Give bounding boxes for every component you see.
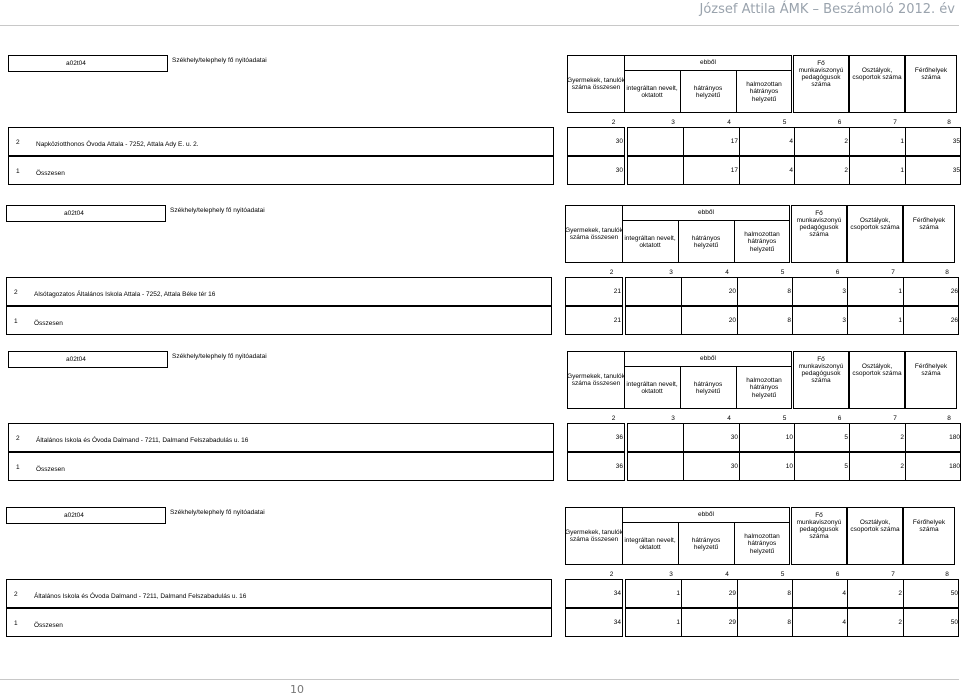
column-number: 2 <box>611 415 616 422</box>
column-number: 2 <box>609 571 614 578</box>
column-number: 3 <box>669 269 673 276</box>
row-label: Általános Iskola és Óvoda Dalmand - 7211, Dalmand Felszabadulás u. 16 <box>34 593 247 600</box>
row-label: Alsótagozatos Általános Iskola Attala - 7252, Attala Béke tér 16 <box>34 291 216 298</box>
row-value: 26 <box>950 317 958 324</box>
column-number: 2 <box>611 119 616 126</box>
header-ebbol-label: ebből <box>700 354 716 362</box>
table-code-box <box>8 351 168 368</box>
row-value: 10 <box>785 434 793 441</box>
column-number: 4 <box>727 415 731 422</box>
table-code: a02t04 <box>64 512 84 519</box>
row-label: Napköziotthonos Óvoda Attala - 7252, Attala Ady E. u. 2. <box>36 141 199 148</box>
header-integralt-label: integráltan nevelt, oktatott <box>624 536 676 551</box>
header-sub-divider <box>734 220 735 263</box>
table-block <box>6 348 958 488</box>
row-value: 34 <box>613 619 621 626</box>
row-code: 1 <box>16 168 20 175</box>
header-pedagogus-label: Fő munkaviszonyú pedagógusok száma <box>798 355 844 385</box>
table-code-box <box>6 507 166 524</box>
row-value: 2 <box>898 619 902 626</box>
column-number: 4 <box>725 571 729 578</box>
row-value: 1 <box>898 317 902 324</box>
header-pedagogus-label: Fő munkaviszonyú pedagógusok száma <box>798 59 844 89</box>
header-osztalyok-label: Osztályok, csoportok száma <box>852 362 902 377</box>
table-code: a02t04 <box>64 210 84 217</box>
row-code: 1 <box>14 620 18 627</box>
row-value: 35 <box>952 138 960 145</box>
row-label: Összesen <box>34 622 63 629</box>
header-sub-divider <box>678 522 679 565</box>
row-value: 5 <box>844 463 848 470</box>
row-code: 1 <box>14 318 18 325</box>
header-halmozottan-label: halmozottan hátrányos helyzetű <box>744 533 780 555</box>
column-number: 5 <box>782 415 787 422</box>
column-number: 7 <box>891 269 895 276</box>
header-ferohelyek-label: Férőhelyek száma <box>914 362 948 377</box>
row-value: 36 <box>615 463 623 470</box>
column-number: 4 <box>727 119 731 126</box>
row-code: 1 <box>16 464 20 471</box>
page-header-title: József Attila ÁMK – Beszámoló 2012. év <box>699 2 955 17</box>
column-number: 7 <box>893 119 897 126</box>
row-value: 180 <box>949 463 960 470</box>
row-value: 8 <box>787 619 791 626</box>
table-row <box>8 452 554 481</box>
row-value: 8 <box>787 288 791 295</box>
column-number: 6 <box>835 269 840 276</box>
column-number: 6 <box>837 415 842 422</box>
row-value: 29 <box>728 590 736 597</box>
row-value: 1 <box>900 138 904 145</box>
column-number: 5 <box>780 571 785 578</box>
header-hatranyos-label: hátrányos helyzetű <box>693 380 723 395</box>
column-number: 4 <box>725 269 729 276</box>
column-number: 7 <box>891 571 895 578</box>
header-children-label: Gyermekek, tanulók száma összesen <box>567 372 625 387</box>
table-code: a02t04 <box>66 356 86 363</box>
row-code: 2 <box>16 435 20 442</box>
column-number: 6 <box>837 119 842 126</box>
table-code-box <box>8 55 168 72</box>
row-value: 2 <box>844 138 848 145</box>
row-value: 17 <box>730 138 738 145</box>
table-block <box>6 52 958 192</box>
row-value: 30 <box>615 167 623 174</box>
row-value: 3 <box>842 288 846 295</box>
column-number: 3 <box>669 571 673 578</box>
row-value: 34 <box>613 590 621 597</box>
table-block <box>4 202 956 342</box>
header-children-label: Gyermekek, tanulók száma összesen <box>567 76 625 91</box>
row-value: 17 <box>730 167 738 174</box>
row-value: 26 <box>950 288 958 295</box>
column-number: 8 <box>947 119 951 126</box>
header-osztalyok-label: Osztályok, csoportok száma <box>850 518 900 533</box>
row-label: Általános Iskola és Óvoda Dalmand - 7211, Dalmand Felszabadulás u. 16 <box>36 437 249 444</box>
row-label: Összesen <box>34 320 63 327</box>
table-subtitle: Székhely/telephely fő nyitóadatai <box>170 509 265 516</box>
page-number: 10 <box>290 683 304 696</box>
column-number: 8 <box>945 269 949 276</box>
header-halmozottan-label: halmozottan hátrányos helyzetű <box>746 377 782 399</box>
header-sub-divider <box>680 70 681 113</box>
row-value: 8 <box>787 317 791 324</box>
value-cell <box>627 127 684 156</box>
header-sub-divider <box>734 522 735 565</box>
column-number: 8 <box>947 415 951 422</box>
table-code-box <box>6 205 166 222</box>
header-integralt-label: integráltan nevelt, oktatott <box>626 84 678 99</box>
column-number: 6 <box>835 571 840 578</box>
row-value: 1 <box>676 619 680 626</box>
row-code: 2 <box>14 591 18 598</box>
column-number: 5 <box>780 269 785 276</box>
row-value: 2 <box>900 463 904 470</box>
header-ebbol-label: ebből <box>698 208 714 216</box>
row-label: Összesen <box>36 170 65 177</box>
row-value: 180 <box>949 434 960 441</box>
row-value: 50 <box>950 590 958 597</box>
table-row <box>6 306 552 335</box>
row-value: 4 <box>842 619 846 626</box>
value-cell <box>625 277 682 306</box>
header-integralt-label: integráltan nevelt, oktatott <box>624 234 676 249</box>
row-value: 35 <box>952 167 960 174</box>
table-code: a02t04 <box>66 60 86 67</box>
row-value: 50 <box>950 619 958 626</box>
row-value: 3 <box>842 317 846 324</box>
row-value: 20 <box>728 317 736 324</box>
header-pedagogus-label: Fő munkaviszonyú pedagógusok száma <box>796 209 842 239</box>
row-code: 2 <box>16 139 20 146</box>
row-value: 4 <box>789 138 793 145</box>
header-hatranyos-label: hátrányos helyzetű <box>693 84 723 99</box>
row-value: 2 <box>898 590 902 597</box>
row-value: 4 <box>842 590 846 597</box>
row-value: 5 <box>844 434 848 441</box>
column-number: 3 <box>671 415 675 422</box>
column-number: 2 <box>609 269 614 276</box>
row-value: 1 <box>900 167 904 174</box>
header-ferohelyek-label: Férőhelyek száma <box>912 518 946 533</box>
row-value: 29 <box>728 619 736 626</box>
header-pedagogus-label: Fő munkaviszonyú pedagógusok száma <box>796 511 842 541</box>
header-halmozottan-label: halmozottan hátrányos helyzetű <box>744 231 780 253</box>
table-block <box>4 504 956 644</box>
header-ferohelyek-label: Férőhelyek száma <box>912 216 946 231</box>
table-subtitle: Székhely/telephely fő nyitóadatai <box>172 353 267 360</box>
row-value: 36 <box>615 434 623 441</box>
row-value: 1 <box>898 288 902 295</box>
header-osztalyok-label: Osztályok, csoportok száma <box>850 216 900 231</box>
column-number: 7 <box>893 415 897 422</box>
table-subtitle: Székhely/telephely fő nyitóadatai <box>172 57 267 64</box>
header-divider <box>0 25 959 26</box>
row-label: Összesen <box>36 466 65 473</box>
header-halmozottan-label: halmozottan hátrányos helyzetű <box>746 81 782 103</box>
row-value: 30 <box>730 463 738 470</box>
table-row <box>6 608 552 637</box>
column-number: 3 <box>671 119 675 126</box>
row-value: 21 <box>613 288 621 295</box>
header-sub-divider <box>736 70 737 113</box>
value-cell <box>627 423 684 452</box>
header-children-label: Gyermekek, tanulók száma összesen <box>565 528 623 543</box>
row-code: 2 <box>14 289 18 296</box>
header-osztalyok-label: Osztályok, csoportok száma <box>852 66 902 81</box>
header-children-label: Gyermekek, tanulók száma összesen <box>565 226 623 241</box>
row-value: 4 <box>789 167 793 174</box>
column-number: 8 <box>945 571 949 578</box>
header-ferohelyek-label: Férőhelyek száma <box>914 66 948 81</box>
header-sub-divider <box>678 220 679 263</box>
column-number: 5 <box>782 119 787 126</box>
row-value: 1 <box>676 590 680 597</box>
table-row <box>8 156 554 185</box>
header-sub-divider <box>736 366 737 409</box>
value-cell <box>627 452 684 481</box>
header-ebbol-label: ebből <box>700 58 716 66</box>
row-value: 30 <box>615 138 623 145</box>
row-value: 2 <box>844 167 848 174</box>
header-hatranyos-label: hátrányos helyzetű <box>691 536 721 551</box>
header-hatranyos-label: hátrányos helyzetű <box>691 234 721 249</box>
row-value: 21 <box>613 317 621 324</box>
row-value: 2 <box>900 434 904 441</box>
header-ebbol-label: ebből <box>698 510 714 518</box>
header-sub-divider <box>680 366 681 409</box>
footer-divider <box>0 679 959 680</box>
row-value: 8 <box>787 590 791 597</box>
value-cell <box>627 156 684 185</box>
row-value: 10 <box>785 463 793 470</box>
value-cell <box>625 306 682 335</box>
table-subtitle: Székhely/telephely fő nyitóadatai <box>170 207 265 214</box>
row-value: 30 <box>730 434 738 441</box>
row-value: 20 <box>728 288 736 295</box>
header-integralt-label: integráltan nevelt, oktatott <box>626 380 678 395</box>
